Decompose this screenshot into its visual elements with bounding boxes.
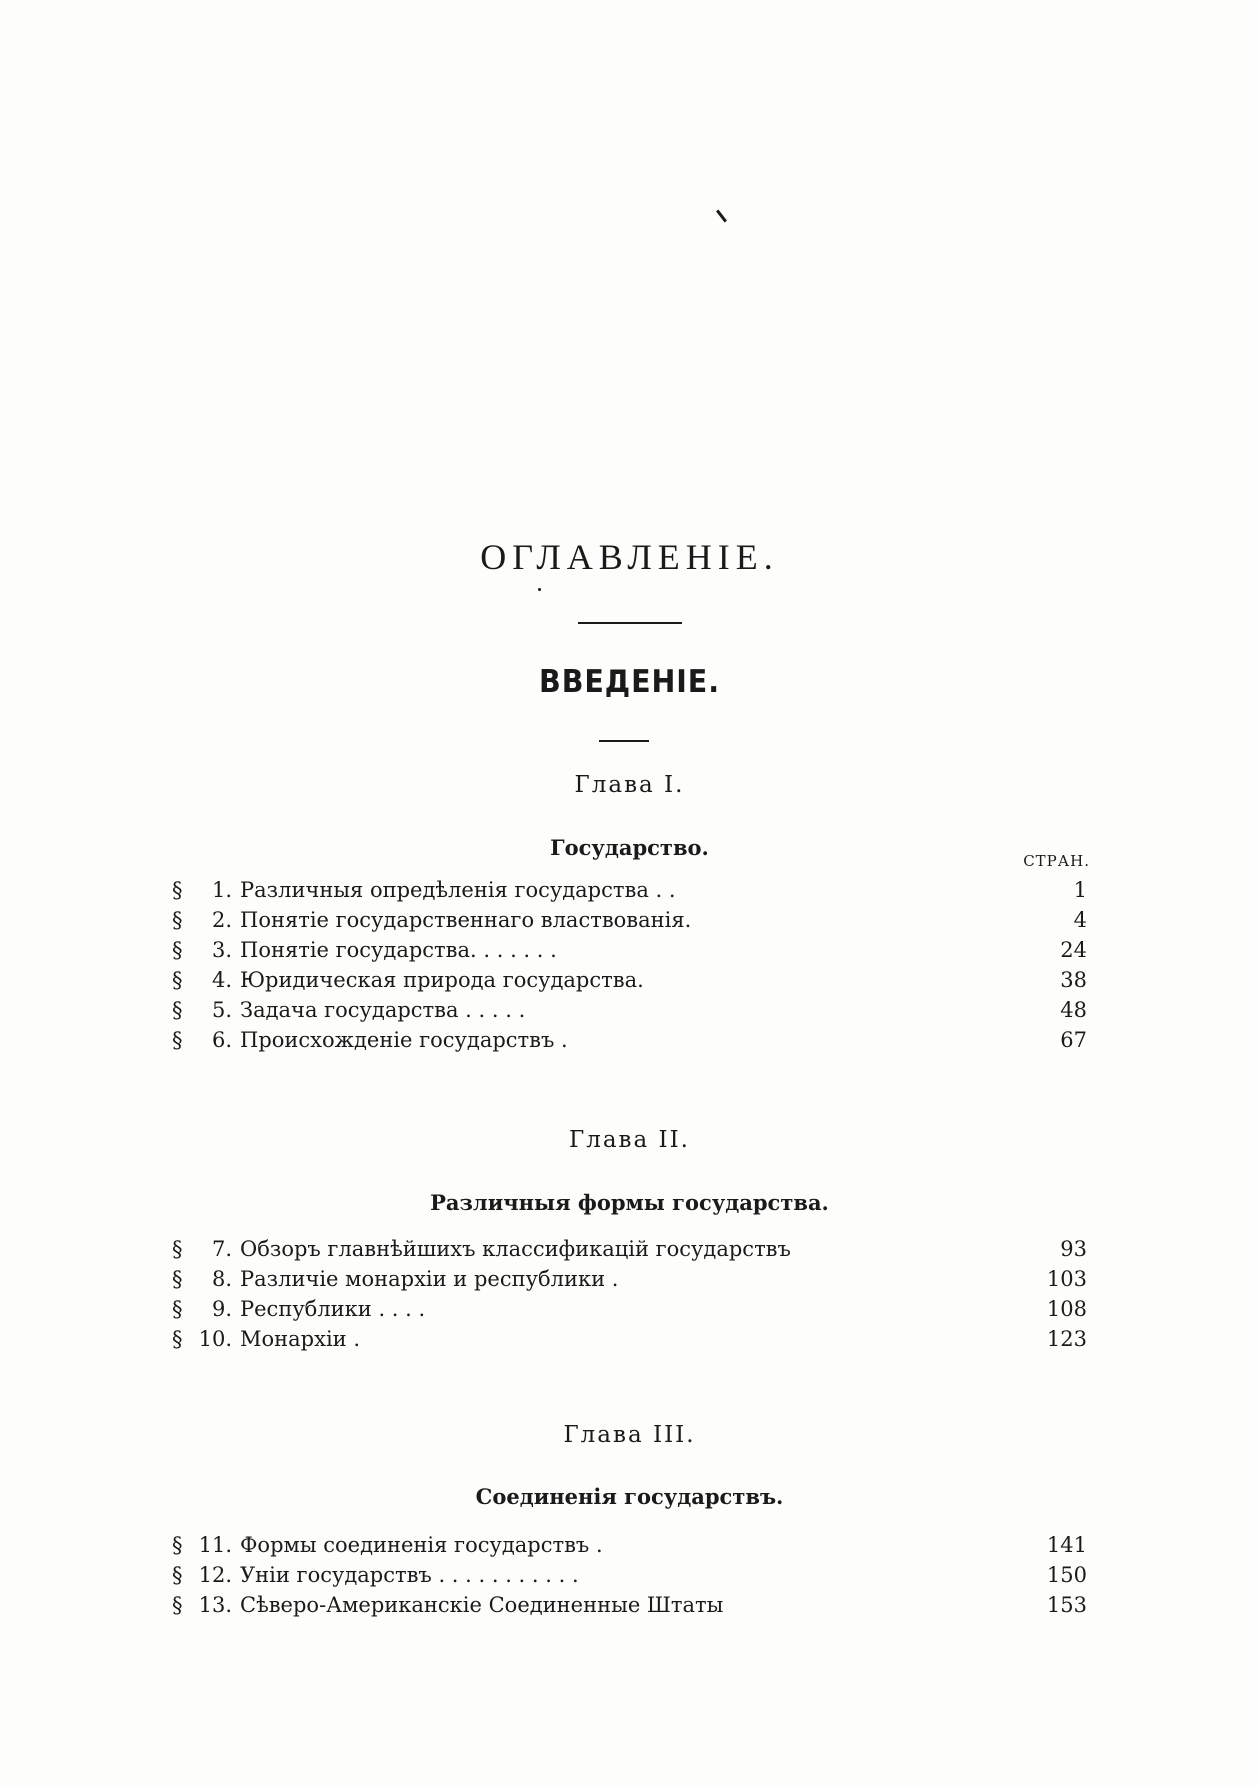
title-divider: [578, 622, 682, 624]
chapter-entries: [0, 1530, 1259, 1620]
toc-entry[interactable]: [0, 1025, 1259, 1055]
chapter-title: Государство.: [550, 835, 709, 860]
chapter-label: Глава I.: [574, 772, 685, 798]
section-sign: §: [172, 1533, 183, 1557]
section-number: 7.: [211, 1237, 232, 1261]
toc-entry[interactable]: [0, 1530, 1259, 1560]
page-number: 24: [1060, 938, 1087, 962]
section-number: 12.: [198, 1563, 232, 1587]
section-title: Юридическая природа государства.: [240, 968, 644, 992]
page-number: 153: [1046, 1593, 1087, 1617]
toc-entry[interactable]: [0, 935, 1259, 965]
section-sign: §: [172, 1237, 183, 1261]
section-number: 4.: [211, 968, 232, 992]
section-sign: §: [172, 1593, 183, 1617]
pages-column-header: СТРАН.: [1023, 852, 1090, 870]
page-number: 141: [1046, 1533, 1087, 1557]
section-number: 8.: [211, 1267, 232, 1291]
section-number: 3.: [211, 938, 232, 962]
page-number: 123: [1046, 1327, 1087, 1351]
chapter-label: Глава II.: [568, 1127, 690, 1153]
section-number: 6.: [211, 1028, 232, 1052]
toc-entry[interactable]: [0, 1324, 1259, 1354]
section-title: Обзоръ главнѣйшихъ классификацій государствъ: [240, 1237, 791, 1261]
part-divider: [599, 740, 649, 742]
toc-entry[interactable]: [0, 1234, 1259, 1264]
toc-entry[interactable]: [0, 1560, 1259, 1590]
section-title: Задача государства . . . . .: [240, 998, 526, 1022]
toc-entry[interactable]: [0, 1294, 1259, 1324]
page-number: 108: [1046, 1297, 1087, 1321]
page-number: 38: [1060, 968, 1087, 992]
toc-entry[interactable]: [0, 875, 1259, 905]
page-number: 67: [1060, 1028, 1087, 1052]
chapter-label: Глава III.: [563, 1422, 696, 1448]
toc-entry[interactable]: [0, 1590, 1259, 1620]
section-sign: §: [172, 1297, 183, 1321]
section-number: 1.: [211, 878, 232, 902]
section-sign: §: [172, 998, 183, 1022]
chapter-entries: [0, 1234, 1259, 1354]
chapter-entries: [0, 875, 1259, 1055]
chapter-title: Соединенія государствъ.: [475, 1484, 784, 1509]
page-number: 4: [1073, 908, 1087, 932]
section-sign: §: [172, 1327, 183, 1351]
section-number: 2.: [211, 908, 232, 932]
toc-entry[interactable]: [0, 1264, 1259, 1294]
ink-mark: [716, 210, 727, 223]
section-title: Понятіе государственнаго властвованія.: [240, 908, 692, 932]
section-sign: §: [172, 908, 183, 932]
page-number: 1: [1073, 878, 1087, 902]
section-number: 11.: [198, 1533, 232, 1557]
toc-entry[interactable]: [0, 905, 1259, 935]
section-sign: §: [172, 968, 183, 992]
section-title: Республики . . . .: [240, 1297, 426, 1321]
section-title: Формы соединенія государствъ .: [240, 1533, 603, 1557]
section-title: Монархіи .: [240, 1327, 361, 1351]
toc-entry[interactable]: [0, 995, 1259, 1025]
page-number: 103: [1046, 1267, 1087, 1291]
section-title: Различныя опредѣленія государства . .: [240, 878, 676, 902]
section-sign: §: [172, 1028, 183, 1052]
section-sign: §: [172, 938, 183, 962]
page-number: 48: [1060, 998, 1087, 1022]
section-sign: §: [172, 878, 183, 902]
section-title: Различіе монархіи и республики .: [240, 1267, 619, 1291]
ink-dot: [538, 588, 541, 591]
section-number: 10.: [198, 1327, 232, 1351]
page-number: 150: [1046, 1563, 1087, 1587]
page-number: 93: [1060, 1237, 1087, 1261]
chapter-title: Различныя формы государства.: [430, 1190, 829, 1215]
section-title: Понятіе государства. . . . . . .: [240, 938, 557, 962]
toc-entry[interactable]: [0, 965, 1259, 995]
section-sign: §: [172, 1267, 183, 1291]
page-title: ОГЛАВЛЕНІЕ.: [480, 537, 779, 577]
section-number: 5.: [211, 998, 232, 1022]
section-title: Происхожденіе государствъ .: [240, 1028, 568, 1052]
section-title: Сѣверо-Американскіе Соединенные Штаты: [240, 1593, 724, 1617]
part-title: ВВЕДЕНІЕ.: [539, 664, 720, 700]
section-number: 13.: [198, 1593, 232, 1617]
section-title: Уніи государствъ . . . . . . . . . . .: [240, 1563, 579, 1587]
section-sign: §: [172, 1563, 183, 1587]
section-number: 9.: [211, 1297, 232, 1321]
